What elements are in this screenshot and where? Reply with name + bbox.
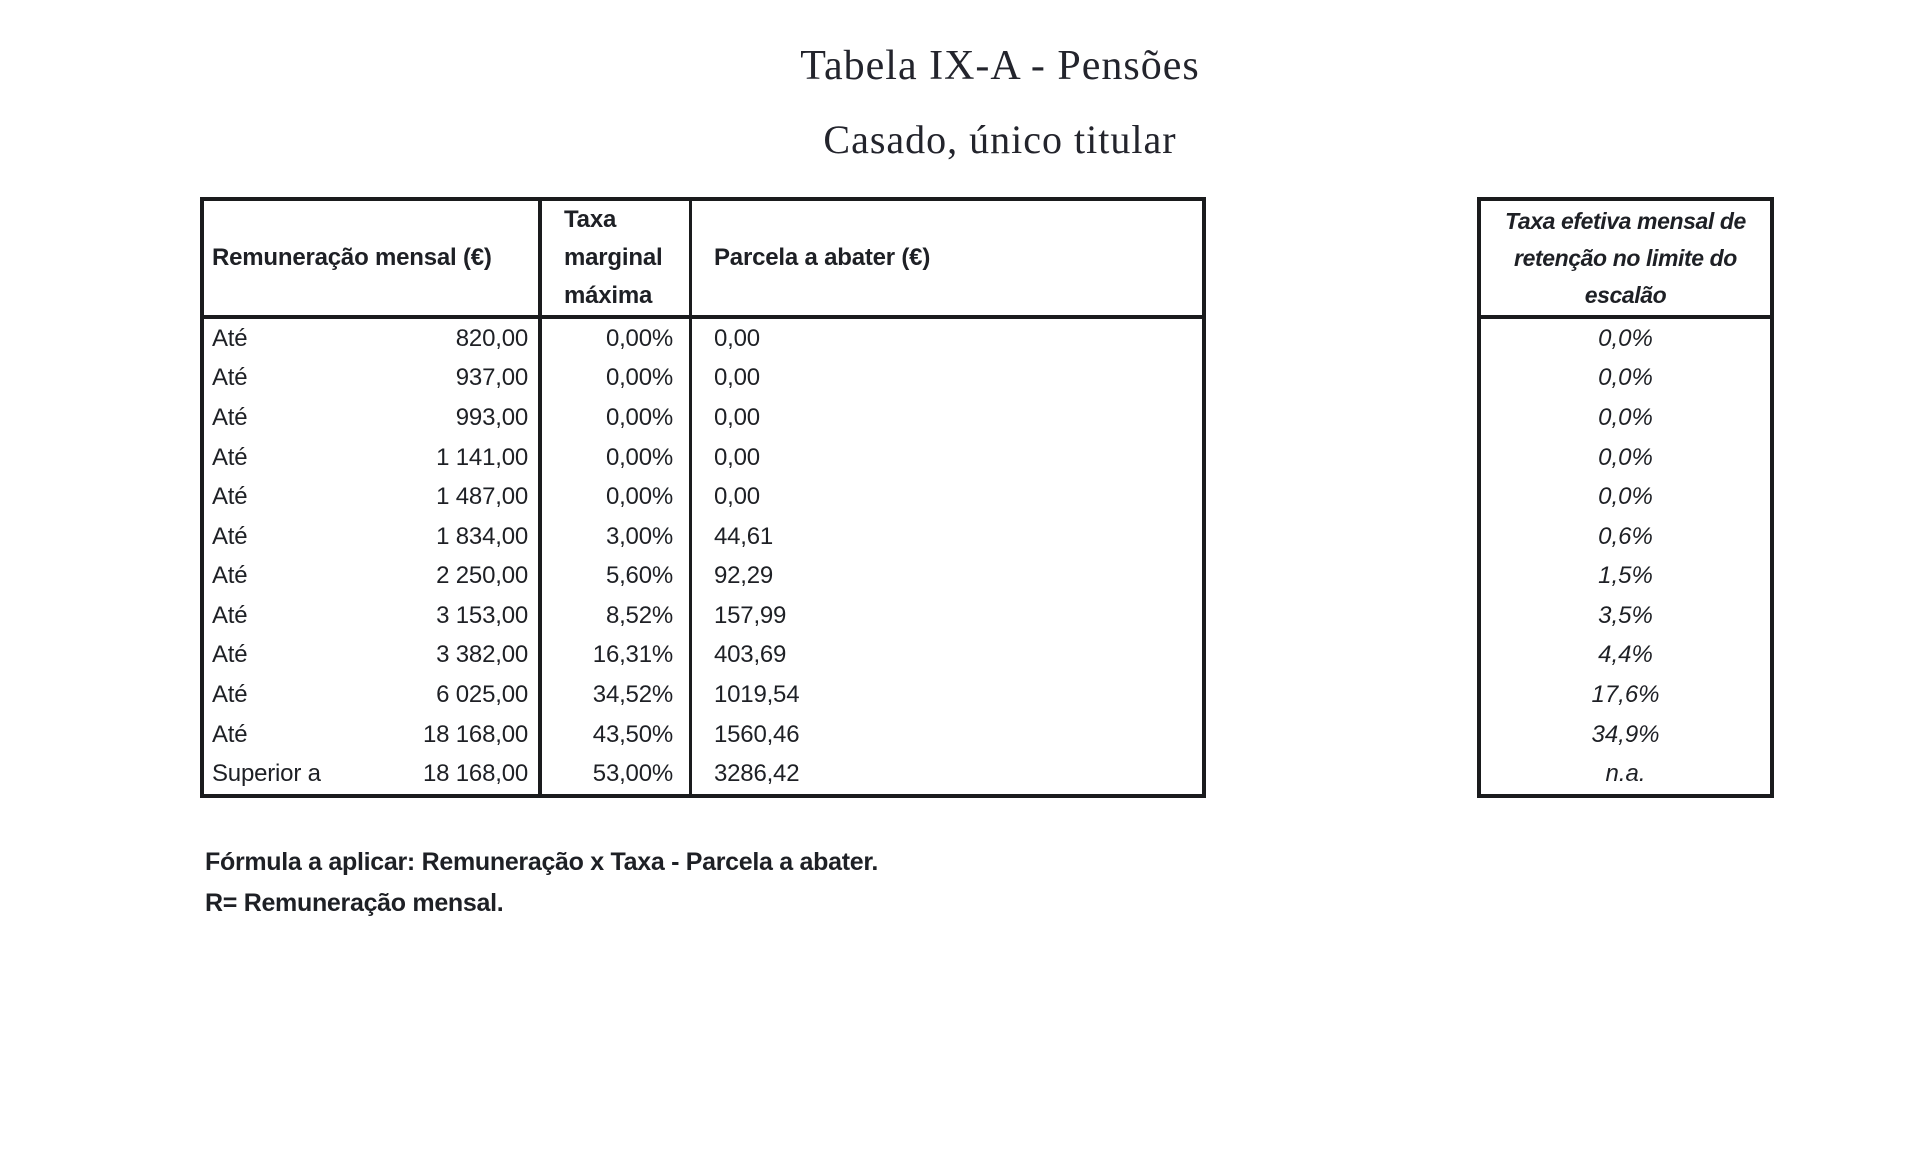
effective-rate-cell: 0,0% xyxy=(1598,364,1653,392)
deduction-cell: 403,69 xyxy=(714,641,787,669)
effective-rate-cell: 0,0% xyxy=(1598,324,1653,352)
row-limit-value: 3 153,00 xyxy=(436,601,528,629)
deduction-cell: 0,00 xyxy=(714,403,760,431)
row-limit-value: 1 487,00 xyxy=(436,483,528,511)
table-row xyxy=(204,556,1202,596)
row-limit-value: 937,00 xyxy=(455,364,528,392)
formula-line: Fórmula a aplicar: Remuneração x Taxa - Parcela a abater. xyxy=(205,848,879,876)
row-prefix: Até xyxy=(212,483,248,511)
table-body xyxy=(204,319,1202,794)
remuneracao-cell xyxy=(204,438,542,478)
remuneracao-cell xyxy=(204,675,542,715)
taxa-header-line-2: marginal xyxy=(564,244,663,271)
remuneracao-cell xyxy=(204,319,542,359)
marginal-rate-cell: 0,00% xyxy=(542,398,692,438)
table-row xyxy=(204,438,1202,478)
table-row xyxy=(204,596,1202,636)
page-title: Tabela IX-A - Pensões xyxy=(800,43,1200,89)
table-header-row xyxy=(204,201,1202,319)
table-row xyxy=(204,398,1202,438)
effective-rate-cell: 17,6% xyxy=(1591,680,1660,708)
remuneration-note-line: R= Remuneração mensal. xyxy=(205,889,504,917)
deduction-cell: 0,00 xyxy=(714,324,760,352)
effective-rate-header xyxy=(1481,201,1770,319)
marginal-rate-cell: 16,31% xyxy=(542,636,692,676)
row-prefix: Até xyxy=(212,364,248,392)
remuneracao-cell xyxy=(204,636,542,676)
effective-rate-cell: 4,4% xyxy=(1598,641,1653,669)
formula-note xyxy=(205,842,878,924)
row-limit-value: 6 025,00 xyxy=(436,680,528,708)
row-limit-value: 3 382,00 xyxy=(436,641,528,669)
column-header-taxa-marginal xyxy=(542,201,692,315)
deduction-cell: 0,00 xyxy=(714,364,760,392)
effective-rate-body xyxy=(1481,319,1770,794)
deduction-cell: 44,61 xyxy=(714,522,774,550)
remuneracao-cell xyxy=(204,477,542,517)
deduction-cell: 157,99 xyxy=(714,601,787,629)
deduction-cell: 1019,54 xyxy=(714,680,800,708)
row-prefix: Até xyxy=(212,601,248,629)
effective-rate-header-line-1: Taxa efetiva mensal de xyxy=(1505,207,1746,234)
deduction-cell: 92,29 xyxy=(714,562,774,590)
table-row xyxy=(204,359,1202,399)
pension-withholding-table xyxy=(200,197,1206,798)
deduction-cell: 0,00 xyxy=(714,443,760,471)
marginal-rate-cell: 3,00% xyxy=(542,517,692,557)
marginal-rate-cell: 0,00% xyxy=(542,438,692,478)
table-row xyxy=(204,754,1202,794)
effective-rate-cell: 34,9% xyxy=(1591,720,1660,748)
row-limit-value: 820,00 xyxy=(455,324,528,352)
row-prefix: Até xyxy=(212,641,248,669)
row-prefix: Até xyxy=(212,403,248,431)
remuneracao-cell xyxy=(204,596,542,636)
effective-rate-header-line-3: escalão xyxy=(1584,281,1667,308)
row-limit-value: 1 141,00 xyxy=(436,443,528,471)
effective-rate-cell: 0,0% xyxy=(1598,443,1653,471)
remuneracao-cell xyxy=(204,398,542,438)
row-prefix: Superior a xyxy=(212,760,321,788)
row-limit-value: 2 250,00 xyxy=(436,562,528,590)
marginal-rate-cell: 43,50% xyxy=(542,715,692,755)
table-row xyxy=(204,675,1202,715)
remuneracao-cell xyxy=(204,715,542,755)
effective-rate-cell: n.a. xyxy=(1605,760,1646,788)
deduction-cell: 3286,42 xyxy=(714,760,800,788)
row-prefix: Até xyxy=(212,562,248,590)
marginal-rate-cell: 0,00% xyxy=(542,359,692,399)
table-row xyxy=(204,477,1202,517)
effective-rate-cell: 0,0% xyxy=(1598,403,1653,431)
effective-rate-table xyxy=(1477,197,1774,798)
remuneracao-cell xyxy=(204,556,542,596)
column-header-parcela: Parcela a abater (€) xyxy=(714,244,931,271)
row-limit-value: 18 168,00 xyxy=(423,720,528,748)
row-limit-value: 993,00 xyxy=(455,403,528,431)
marginal-rate-cell: 0,00% xyxy=(542,477,692,517)
marginal-rate-cell: 34,52% xyxy=(542,675,692,715)
taxa-header-line-3: máxima xyxy=(564,282,653,309)
effective-rate-cell: 0,0% xyxy=(1598,483,1653,511)
table-row xyxy=(204,517,1202,557)
row-prefix: Até xyxy=(212,680,248,708)
marginal-rate-cell: 0,00% xyxy=(542,319,692,359)
table-row xyxy=(204,636,1202,676)
effective-rate-cell: 0,6% xyxy=(1598,522,1653,550)
row-prefix: Até xyxy=(212,720,248,748)
remuneracao-cell xyxy=(204,359,542,399)
deduction-cell: 0,00 xyxy=(714,483,760,511)
row-limit-value: 1 834,00 xyxy=(436,522,528,550)
row-limit-value: 18 168,00 xyxy=(423,760,528,788)
effective-rate-cell: 1,5% xyxy=(1598,562,1653,590)
row-prefix: Até xyxy=(212,443,248,471)
marginal-rate-cell: 8,52% xyxy=(542,596,692,636)
table-row xyxy=(204,319,1202,359)
marginal-rate-cell: 5,60% xyxy=(542,556,692,596)
page-subtitle: Casado, único titular xyxy=(823,117,1177,162)
row-prefix: Até xyxy=(212,324,248,352)
effective-rate-header-line-2: retenção no limite do xyxy=(1514,244,1737,271)
table-row xyxy=(204,715,1202,755)
column-header-remuneracao: Remuneração mensal (€) xyxy=(204,201,542,315)
marginal-rate-cell: 53,00% xyxy=(542,754,692,794)
effective-rate-cell: 3,5% xyxy=(1598,601,1653,629)
deduction-cell: 1560,46 xyxy=(714,720,800,748)
remuneracao-cell xyxy=(204,517,542,557)
remuneracao-cell xyxy=(204,754,542,794)
row-prefix: Até xyxy=(212,522,248,550)
taxa-header-line-1: Taxa xyxy=(564,206,617,233)
